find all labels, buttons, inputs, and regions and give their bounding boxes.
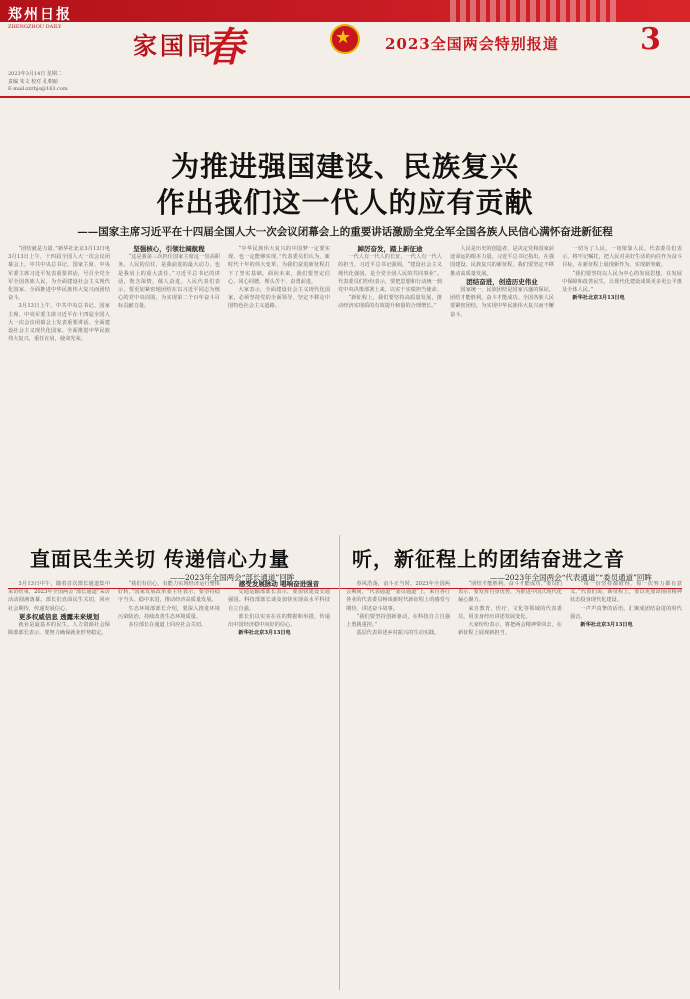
left-article-column-1 [8, 580, 110, 990]
paragraph: “每一份坚持都值得，每一次努力都有意义。”代表们说，新征程上，要以更加昂扬的精神状态投身现代化建设。 [570, 581, 682, 604]
paragraph: “团结才能胜利，奋斗才能成功。”委员们表示，要发挥自身优势，为推进中国式现代化凝心聚力。 [458, 581, 562, 604]
paragraph: 多位部长在通道上回应社会关切。 [128, 622, 207, 629]
paragraph: 生态环境部部长介绍，要深入推进环境污染防治，持续改善生态环境质量。 [118, 605, 220, 620]
paragraph: 大家表示，全面建设社会主义现代化国家，必须坚持党的全面领导，坚定不移走中国特色社会主义道路。 [228, 287, 330, 310]
paragraph: “我们要坚持创新驱动，在科技自立自强上勇挑重担。” [346, 613, 450, 629]
date-line: 2023年3月14日 星期二 [8, 71, 62, 77]
byline: 新华社北京3月13日电 [580, 622, 633, 629]
headline-line-2: 作出我们这一代人的应有贡献 [156, 186, 534, 219]
right-article-column-1 [346, 580, 450, 990]
main-column-6 [562, 245, 682, 580]
paragraph: 就业是最基本的民生。人力资源社会保障部部长表示，要努力确保就业形势稳定。 [8, 622, 110, 637]
section-subheading: 更多权威信息 透露未来规划 [18, 612, 100, 621]
headline-line-1: 为推进强国建设、民族复兴 [170, 150, 519, 183]
section-subheading: 感受发展脉动 唱响奋进强音 [238, 580, 320, 588]
paragraph: 一代人有一代人的长征，一代人有一代人的担当。习近平总书记强调，“建设社会主义现代化强国，是全党全国人民的共同事业”。代表委员们纷纷表示，要把思想和行动统一到党中央决策部署上来，以实干实绩担当使命。 [338, 254, 442, 294]
main-column-4 [338, 245, 442, 580]
paragraph: 人民是历史的创造者，是决定党和国家前途命运的根本力量。习近平总书记指出，在强国建设、民族复兴的新征程，我们要坚定不移推动高质量发展。 [450, 246, 554, 277]
paragraph: 春风浩荡，奋斗正当时。2023年全国两会期间，“代表通道”“委员通道”上，来自各行各业的代表委员畅谈新时代新征程上的感受与期待，讲述奋斗故事。 [346, 581, 450, 612]
section-subheading: 踔厉奋发，踏上新征途 [357, 245, 423, 253]
editor-line: 责编 朱文 校对 孔朝丽 [8, 79, 58, 85]
paragraph: “我们有信心，有能力实现经济运行整体好转。”国家发展改革委主任表示，要坚持稳字当头、稳中求进，推动经济高质量发展。 [118, 581, 220, 604]
left-article-column-2 [118, 580, 220, 990]
paragraph: 一声声真挚的话语，汇聚成团结奋进的时代强音。 [570, 605, 682, 620]
paragraph: 交通运输部部长表示，要加快建设交通强国。科技部部长谈及加快实现高水平科技自立自强。 [228, 589, 330, 612]
paragraph: 一切为了人民，一切依靠人民。代表委员们表示，将牢记嘱托，把人民对美好生活的向往作为奋斗目标，在新征程上展现新作为、实现新突破。 [562, 246, 682, 269]
right-article-headline: 听，新征程上的团结奋进之音 [352, 547, 625, 571]
section-subheading: 坚强核心，引领壮阔航程 [133, 245, 205, 253]
right-article-subhead: ——2023年全国两会“代表通道”“委员通道”回眸 [490, 573, 652, 582]
email-line: E-mail:zzrbjs@163.com [8, 86, 68, 92]
left-article-subhead: ——2023年全国两会“部长通道”回眸 [170, 573, 295, 582]
paragraph: 来自教育、医疗、文化等领域的代表委员，用亲身经历讲述发展变化。 [458, 605, 562, 620]
masthead-sub: ZHENGZHOU DAILY [8, 24, 62, 30]
main-column-3 [228, 245, 330, 580]
paragraph: “这是我第三次担任国家主席这一崇高职务。人民的信任，是我前进的最大动力，也是我肩上的重大责任。”习近平总书记的讲话，饱含深情，催人奋进。人民代表们表示，要更加紧密地团结在以习近平同志为核心的党中央周围，为实现第二个百年奋斗目标贡献力量。 [118, 254, 220, 310]
header-rule [0, 96, 690, 98]
paragraph: 国家统一、民族团结是国家兴盛的保证。团结才能胜利，奋斗才能成功。全国各族人民要紧密团结，为实现中华民族伟大复兴而不懈奋斗。 [450, 287, 554, 318]
column-divider [339, 535, 340, 990]
byline: 新华社北京3月13日电 [238, 630, 291, 637]
main-column-1 [8, 245, 110, 580]
paragraph: 3月13日上午，中共中央总书记、国家主席、中央军委主席习近平在十四届全国人大一次会议闭幕会上发表重要讲话。全面建设社会主义现代化国家、全面推进中华民族伟大复兴，重任在肩，使命光荣。 [8, 303, 110, 343]
paragraph: “中华民族伟大复兴的中国梦一定要实现，也一定能够实现。”代表委员们认为，新时代十年的伟大变革，为我们奋进新征程打下了坚实基础。面向未来，我们要坚定信心、同心同德，埋头苦干、奋勇前进。 [228, 246, 330, 285]
left-article-headline: 直面民生关切 传递信心力量 [30, 547, 290, 571]
masthead: 郑州日报 [8, 7, 72, 23]
paragraph: 基层代表讲述乡村振兴的生动实践。 [356, 630, 440, 637]
section-title: 家国同 [133, 31, 214, 60]
main-column-2 [118, 245, 220, 580]
main-subhead: ——国家主席习近平在十四届全国人大一次会议闭幕会上的重要讲话激励全党全军全国各族人民信心满怀奋进新征程 [77, 226, 613, 238]
paragraph: 3月13日中午，随着首次部长通道集中采访结束，2023年全国两会“部长通道”采访活动圆满落幕。部长们直面民生关切，回应社会期待，传递发展信心。 [8, 581, 110, 612]
paragraph: “团结就是力量。”新华社北京3月13日电 3月13日上午，十四届全国人大一次会议闭幕会上，中共中央总书记、国家主席、中央军委主席习近平发表重要讲话，号召全党全军全国各族人民，为全面建设社会主义现代化国家、全面推进中华民族伟大复兴而团结奋斗。 [8, 246, 110, 302]
right-article-column-3 [570, 580, 682, 990]
section-subheading: 团结奋进，创造历史伟业 [466, 277, 538, 286]
left-article-column-3 [228, 580, 330, 990]
paragraph: “我们要坚持以人民为中心的发展思想，在发展中保障和改善民生，让现代化建设成果更多更公平惠及全体人民。” [562, 270, 682, 294]
page-number: 3 [640, 22, 661, 57]
banner-title: 2023全国两会特别报道 [385, 35, 559, 53]
star-icon: ★ [335, 27, 352, 48]
paragraph: 大家纷纷表示，将把两会精神带回去，在新征程上展现新担当。 [458, 622, 562, 637]
paragraph: 部长们以实实在在的数据和举措，传递出中国经济稳中向好的信心。 [228, 613, 330, 629]
main-column-5 [450, 245, 554, 580]
section-title-char: 春 [204, 24, 244, 71]
great-wall-decoration [450, 0, 620, 22]
right-article-column-2 [458, 580, 562, 990]
paragraph: “新征程上，我们要坚持高质量发展，推动经济实现质的有效提升和量的合理增长。” [338, 295, 442, 310]
byline: 新华社北京3月13日电 [572, 295, 625, 302]
